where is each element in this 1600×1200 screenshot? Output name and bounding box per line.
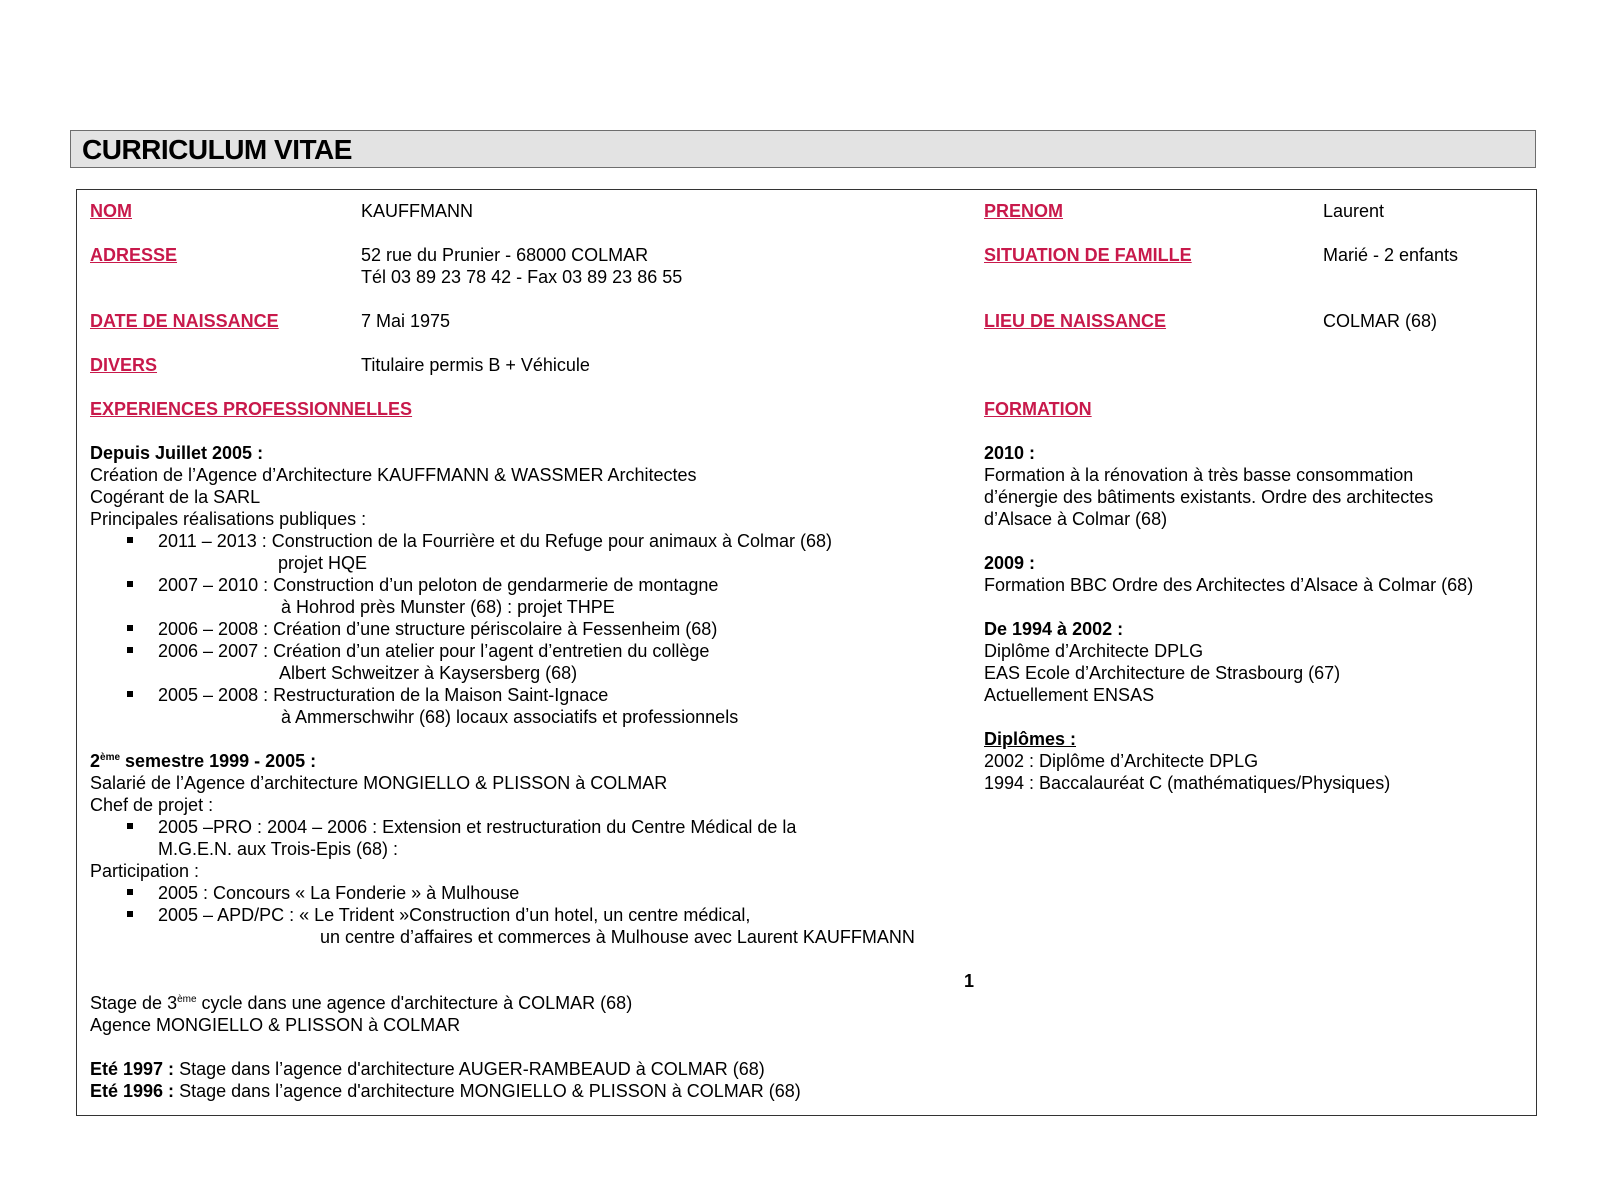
formation-1994-line2: EAS Ecole d’Architecture de Strasbourg (67) <box>984 663 1341 683</box>
lieu-label: LIEU DE NAISSANCE <box>984 311 1167 331</box>
job1-item1-line2: projet HQE <box>278 553 368 573</box>
bullet-icon <box>127 691 133 697</box>
situation-value: Marié - 2 enfants <box>1323 245 1459 265</box>
job2-period-prefix: 2 <box>90 751 101 771</box>
formation-2010-line1: Formation à la rénovation à très basse consommation <box>984 465 1414 485</box>
formation-1994-line1: Diplôme d’Architecte DPLG <box>984 641 1204 661</box>
job1-item1-line1: 2011 – 2013 : Construction de la Fourrière et du Refuge pour animaux à Colmar (68) <box>158 531 833 551</box>
job1-item2-line2: à Hohrod près Munster (68) : projet THPE <box>281 597 615 617</box>
job2-participation: Participation : <box>90 861 200 881</box>
job2-line2: Chef de projet : <box>90 795 214 815</box>
formation-2010-line3: d’Alsace à Colmar (68) <box>984 509 1168 529</box>
title-bar <box>70 130 1536 168</box>
naissance-label: DATE DE NAISSANCE <box>90 311 279 331</box>
stage-sup: ème <box>177 994 197 1005</box>
divers-label: DIVERS <box>90 355 158 375</box>
prenom-value: Laurent <box>1323 201 1385 221</box>
stage-prefix: Stage de 3 <box>90 993 178 1013</box>
job2-item1-line1: 2005 –PRO : 2004 – 2006 : Extension et restructuration du Centre Médical de la <box>158 817 797 837</box>
page-number: 1 <box>964 971 975 991</box>
diplome-1: 2002 : Diplôme d’Architecte DPLG <box>984 751 1259 771</box>
job2-period-suffix: semestre 1999 - 2005 : <box>120 751 317 771</box>
nom-value: KAUFFMANN <box>361 201 473 221</box>
job1-item4-line2: Albert Schweitzer à Kaysersberg (68) <box>279 663 578 683</box>
formation-2010-line2: d’énergie des bâtiments existants. Ordre des architectes <box>984 487 1434 507</box>
situation-label: SITUATION DE FAMILLE <box>984 245 1192 265</box>
ete-1996 <box>90 1080 801 1102</box>
ete-1997-text: Stage dans l’agence d'architecture AUGER-RAMBEAUD à COLMAR (68) <box>174 1059 765 1079</box>
job1-item3-line1: 2006 – 2008 : Création d’une structure périscolaire à Fessenheim (68) <box>158 619 718 639</box>
formation-2009-year: 2009 : <box>984 553 1036 573</box>
job1-line3: Principales réalisations publiques : <box>90 509 367 529</box>
job1-item5-line2: à Ammerschwihr (68) locaux associatifs et professionnels <box>281 707 739 727</box>
bullet-icon <box>127 625 133 631</box>
job1-item5-line1: 2005 – 2008 : Restructuration de la Maison Saint-Ignace <box>158 685 609 705</box>
job2-item1-line2: M.G.E.N. aux Trois-Epis (68) : <box>158 839 399 859</box>
job1-item2-line1: 2007 – 2010 : Construction d’un peloton de gendarmerie de montagne <box>158 575 719 595</box>
bullet-icon <box>127 537 133 543</box>
job1-line1: Création de l’Agence d’Architecture KAUFFMANN & WASSMER Architectes <box>90 465 697 485</box>
adresse-label: ADRESSE <box>90 245 178 265</box>
job2-period-sup: ème <box>100 752 121 763</box>
job1-period: Depuis Juillet 2005 : <box>90 443 264 463</box>
formation-2009-line1: Formation BBC Ordre des Architectes d’Alsace à Colmar (68) <box>984 575 1474 595</box>
stage-line1 <box>90 992 632 1014</box>
bullet-icon <box>127 647 133 653</box>
naissance-value: 7 Mai 1975 <box>361 311 451 331</box>
job2-item3-line2: un centre d’affaires et commerces à Mulhouse avec Laurent KAUFFMANN <box>320 927 915 947</box>
bullet-icon <box>127 581 133 587</box>
job2-period <box>90 750 316 772</box>
nom-label: NOM <box>90 201 132 221</box>
divers-value: Titulaire permis B + Véhicule <box>361 355 590 375</box>
bullet-icon <box>127 823 133 829</box>
job2-item2: 2005 : Concours « La Fonderie » à Mulhouse <box>158 883 520 903</box>
ete-1997 <box>90 1058 765 1080</box>
ete-1996-label: Eté 1996 : <box>90 1081 175 1101</box>
job2-line1: Salarié de l’Agence d’architecture MONGIELLO & PLISSON à COLMAR <box>90 773 668 793</box>
adresse-line1: 52 rue du Prunier - 68000 COLMAR <box>361 245 649 265</box>
ete-1996-text: Stage dans l’agence d'architecture MONGIELLO & PLISSON à COLMAR (68) <box>174 1081 801 1101</box>
ete-1997-label: Eté 1997 : <box>90 1059 175 1079</box>
formation-2010-year: 2010 : <box>984 443 1036 463</box>
prenom-label: PRENOM <box>984 201 1064 221</box>
formation-heading: FORMATION <box>984 399 1092 419</box>
bullet-icon <box>127 911 133 917</box>
bullet-icon <box>127 889 133 895</box>
stage-suffix: cycle dans une agence d'architecture à COLMAR (68) <box>196 993 633 1013</box>
adresse-line2: Tél 03 89 23 78 42 - Fax 03 89 23 86 55 <box>361 267 683 287</box>
stage-line2: Agence MONGIELLO & PLISSON à COLMAR <box>90 1015 461 1035</box>
experience-heading: EXPERIENCES PROFESSIONNELLES <box>90 399 413 419</box>
lieu-value: COLMAR (68) <box>1323 311 1438 331</box>
diplome-2: 1994 : Baccalauréat C (mathématiques/Physiques) <box>984 773 1391 793</box>
diplomes-label: Diplômes : <box>984 729 1077 749</box>
page-title: CURRICULUM VITAE <box>82 134 352 165</box>
formation-1994-year: De 1994 à 2002 : <box>984 619 1124 639</box>
job1-line2: Cogérant de la SARL <box>90 487 261 507</box>
formation-1994-line3: Actuellement ENSAS <box>984 685 1155 705</box>
job2-item3-line1: 2005 – APD/PC : « Le Trident »Construction d’un hotel, un centre médical, <box>158 905 751 925</box>
job1-item4-line1: 2006 – 2007 : Création d’un atelier pour l’agent d’entretien du collège <box>158 641 710 661</box>
